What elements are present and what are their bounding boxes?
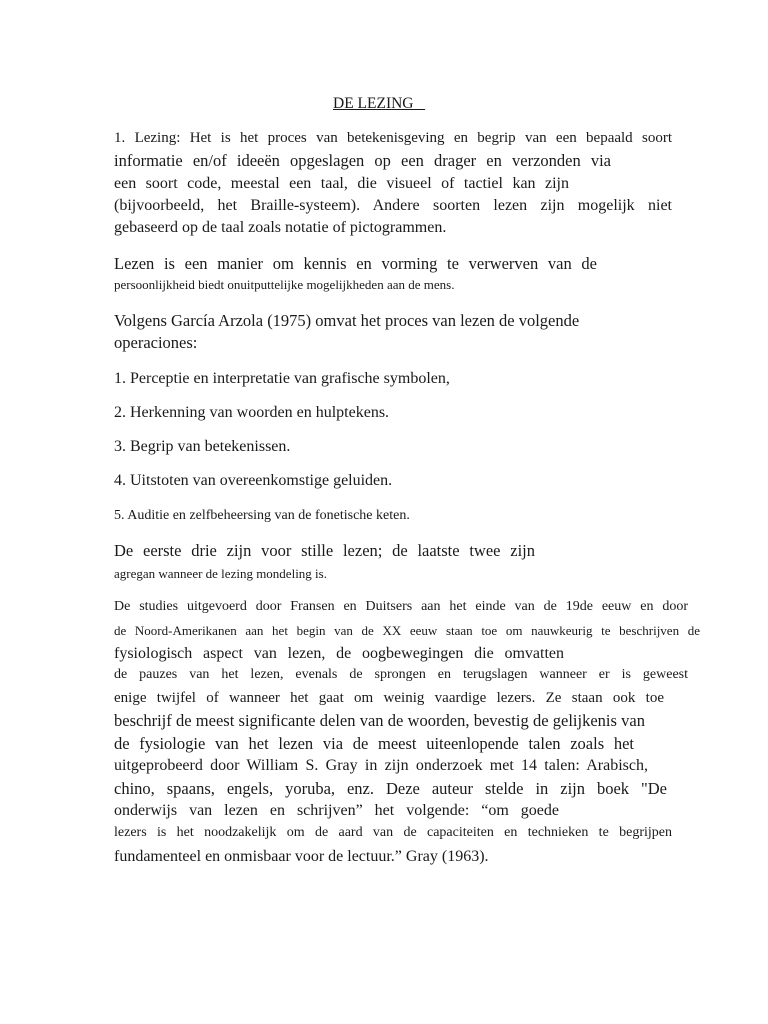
- title-underline-tail: [414, 95, 426, 112]
- p5-line-6: beschrijf de meest significante delen van de woorden, bevestig de gelijkenis van: [114, 711, 645, 730]
- list-item-4: 4. Uitstoten van overeenkomstige geluiden.: [114, 472, 393, 489]
- p1-line-3: een soort code, meestal een taal, die visueel of tactiel kan zijn: [114, 175, 569, 192]
- list-item-5: 5. Auditie en zelfbeheersing van de fonetische keten.: [114, 508, 410, 523]
- p4-line-2: agregan wanneer de lezing mondeling is.: [114, 566, 327, 581]
- page-title: [333, 95, 425, 113]
- p1-line-1: 1. Lezing: Het is het proces van betekenisgeving en begrip van een bepaald soort: [114, 130, 672, 146]
- p2-line-2: persoonlijkheid biedt onuitputtelijke mogelijkheden aan de mens.: [114, 277, 455, 292]
- p3-line-1: Volgens García Arzola (1975) omvat het proces van lezen de volgende: [114, 311, 580, 330]
- p1-line-4: (bijvoorbeeld, het Braille-systeem). Andere soorten lezen zijn mogelijk niet: [114, 197, 672, 214]
- p5-line-2: de Noord-Amerikanen aan het begin van de XX eeuw staan toe om nauwkeurig te beschrijven de: [114, 623, 700, 638]
- list-item-3: 3. Begrip van betekenissen.: [114, 438, 291, 455]
- p3-line-2: operaciones:: [114, 333, 198, 352]
- p5-line-9: chino, spaans, engels, yoruba, enz. Deze auteur stelde in zijn boek "De: [114, 779, 667, 798]
- p5-line-3: fysiologisch aspect van lezen, de oogbewegingen die omvatten: [114, 645, 564, 662]
- p5-line-7: de fysiologie van het lezen via de meest uiteenlopende talen zoals het: [114, 734, 634, 753]
- p2-line-1: Lezen is een manier om kennis en vorming te verwerven van de: [114, 254, 597, 273]
- list-item-1: 1. Perceptie en interpretatie van grafische symbolen,: [114, 370, 450, 387]
- title-text: DE LEZING: [333, 95, 414, 112]
- p4-line-1: De eerste drie zijn voor stille lezen; de laatste twee zijn: [114, 541, 535, 560]
- p5-line-4: de pauzes van het lezen, evenals de sprongen en terugslagen wanneer er is geweest: [114, 667, 688, 682]
- p5-line-8: uitgeprobeerd door William S. Gray in zijn onderzoek met 14 talen: Arabisch,: [114, 757, 648, 774]
- list-item-2: 2. Herkenning van woorden en hulptekens.: [114, 404, 390, 421]
- p1-line-5: gebaseerd op de taal zoals notatie of pictogrammen.: [114, 219, 447, 236]
- p5-line-10: onderwijs van lezen en schrijven” het volgende: “om goede: [114, 802, 559, 819]
- p1-line-2: informatie en/of ideeën opgeslagen op een drager en verzonden via: [114, 151, 611, 170]
- p5-line-11: lezers is het noodzakelijk om de aard van de capaciteiten en technieken te begrijpen: [114, 825, 672, 840]
- p5-line-12: fundamenteel en onmisbaar voor de lectuur.” Gray (1963).: [114, 848, 489, 865]
- p5-line-1: De studies uitgevoerd door Fransen en Duitsers aan het einde van de 19de eeuw en door: [114, 599, 688, 614]
- p5-line-5: enige twijfel of wanneer het gaat om weinig vaardige lezers. Ze staan ook toe: [114, 690, 664, 706]
